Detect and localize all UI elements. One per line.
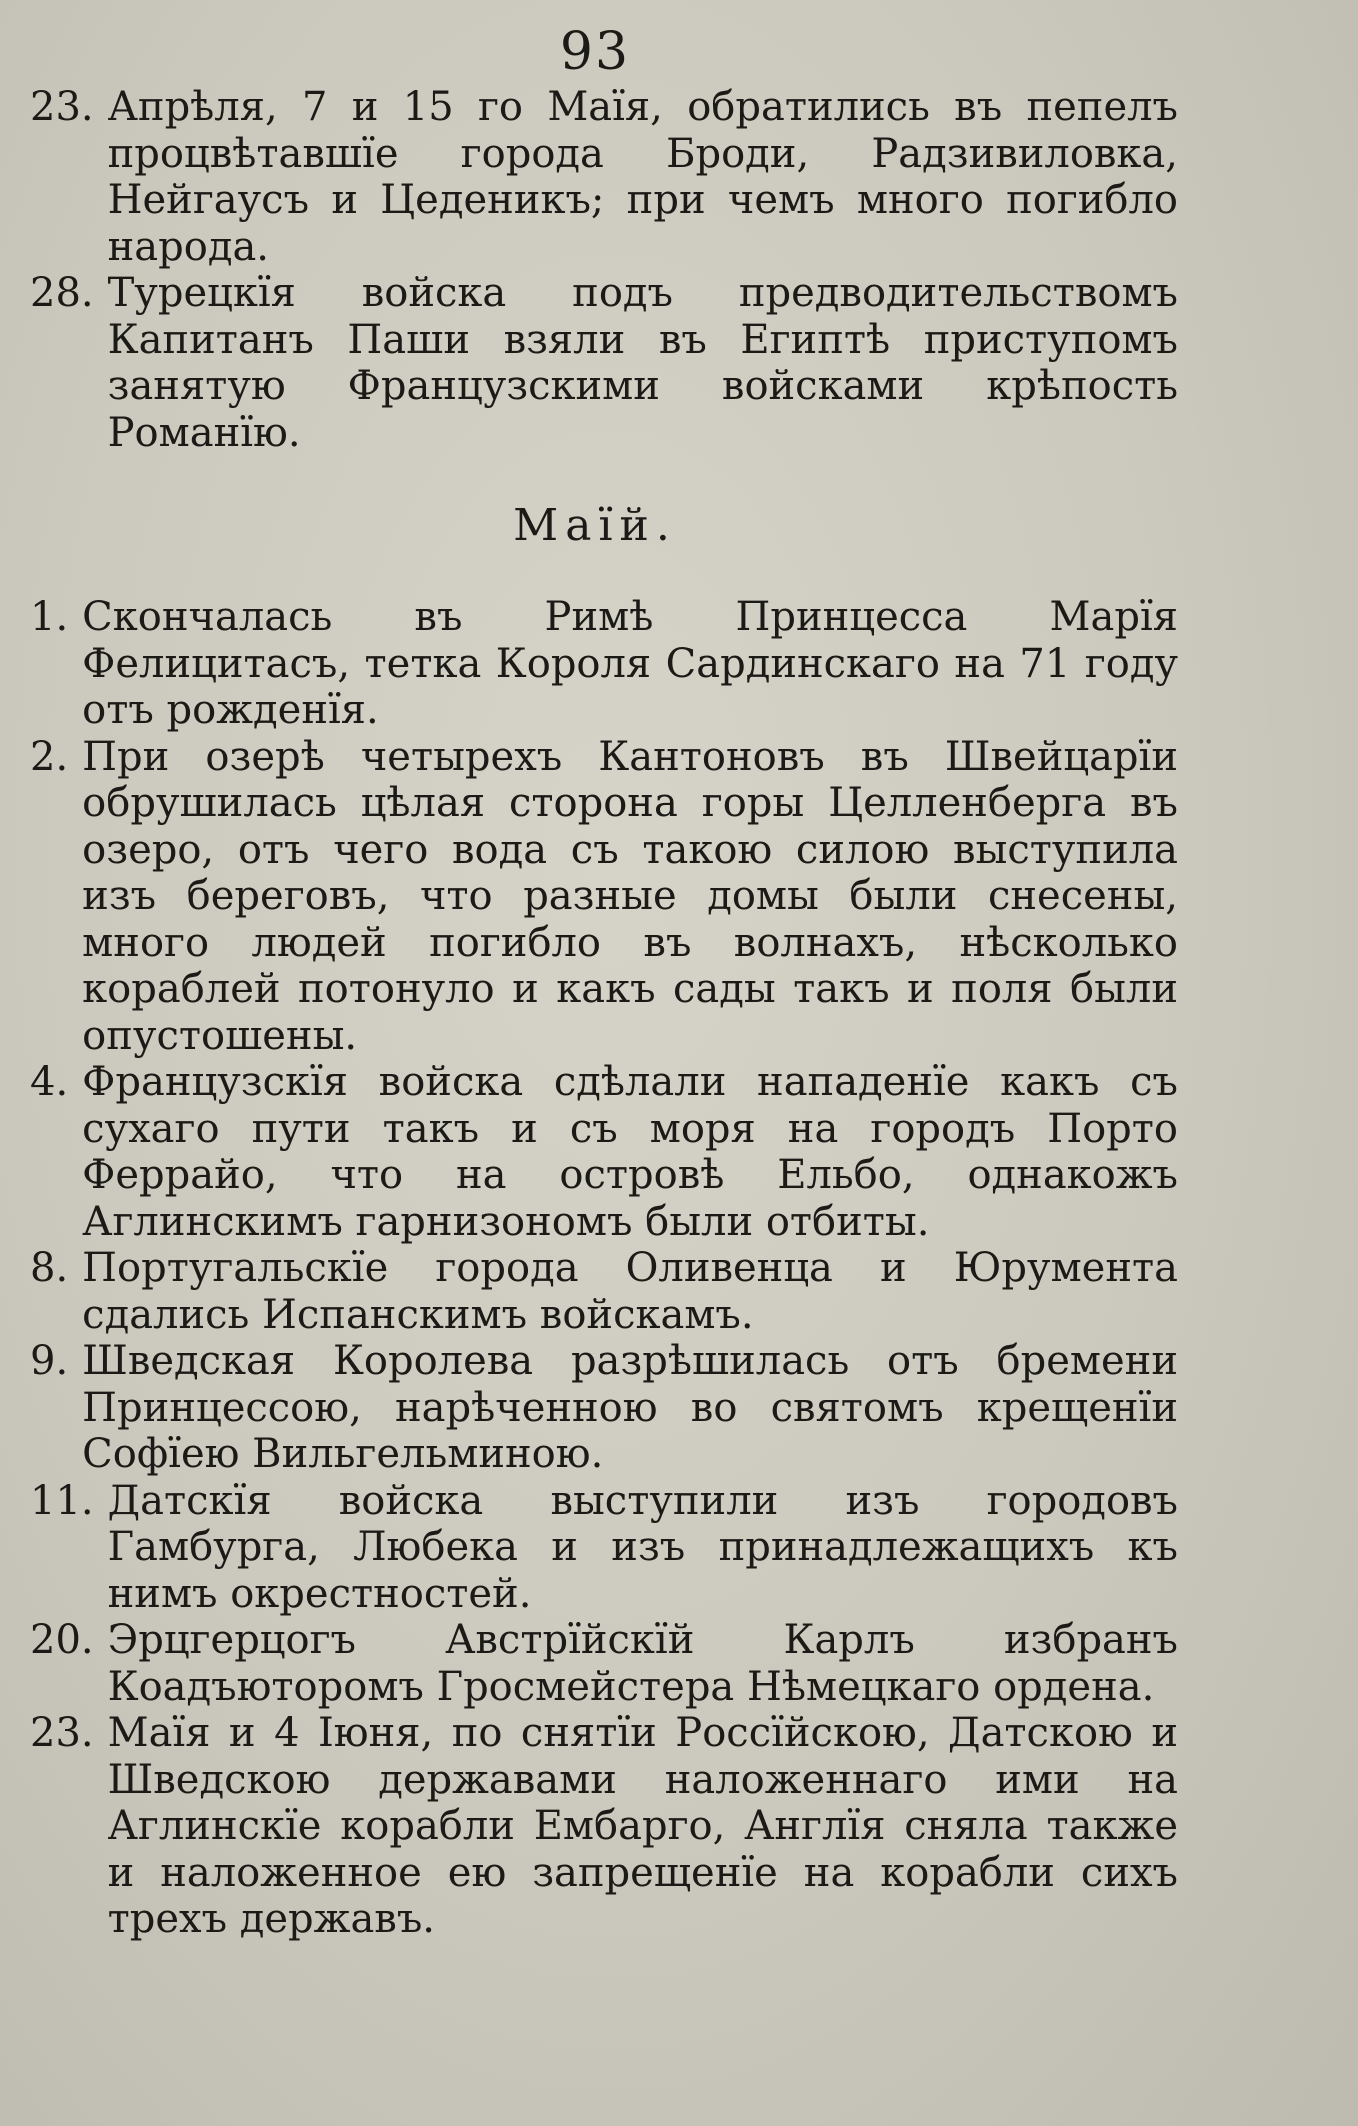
entry-text: Эрцгерцогъ Австрїйскїй Карлъ избранъ Коадъюторомъ Гросмейстера Нѣмецкаго ордена.: [107, 1617, 1178, 1710]
entry-text: Датскїя войска выступили изъ городовъ Гамбурга, Любека и изъ принадлежащихъ къ нимъ окрестностей.: [107, 1477, 1178, 1617]
entry-date: 23.: [30, 84, 94, 130]
entry-date: 11.: [30, 1477, 94, 1524]
entry-text: Апрѣля, 7 и 15 го Маїя, обратились въ пепелъ процвѣтавшїе города Броди, Радзивиловка, Нейгаусъ и Цеденикъ; при чемъ много погибло народа.: [107, 84, 1178, 270]
chronicle-entry: [30, 1617, 1178, 1710]
chronicle-entry: [30, 734, 1178, 1060]
entry-date: 9.: [30, 1338, 69, 1384]
section-heading-may: Маїй.: [513, 500, 677, 551]
chronicle-entry: [30, 270, 1178, 456]
entry-text: Французскїя войска сдѣлали нападенїе какъ съ сухаго пути такъ и съ моря на городъ Порто Феррайо, что на островѣ Ельбо, однакожъ Аглинскимъ гарнизономъ были отбиты.: [82, 1059, 1178, 1245]
chronicle-entry: [30, 594, 1178, 734]
chronicle-entry: [30, 1245, 1178, 1338]
entry-text: Маїя и 4 Iюня, по снятїи Россїйскою, Датскою и Шведскою державами наложеннаго ими на Аглинскїе корабли Ембарго, Англїя сняла также и наложенное ею запрещенїе на корабли сихъ трехъ державъ.: [107, 1710, 1178, 1942]
chronicle-entry: [30, 1059, 1178, 1245]
may-entries: [30, 594, 1178, 1943]
entry-date: 20.: [30, 1617, 94, 1663]
entry-text: Скончалась въ Римѣ Принцесса Марїя Фелицитасъ, тетка Короля Сардинскаго на 71 году отъ рожденїя.: [82, 594, 1178, 733]
entry-date: 23.: [30, 1710, 94, 1756]
entry-date: 8.: [30, 1245, 69, 1291]
entry-text: Шведская Королева разрѣшилась отъ бремени Принцессою, нарѣченною во святомъ крещенїи Софїею Вильгельминою.: [82, 1338, 1178, 1477]
entry-date: 1.: [30, 594, 69, 640]
entry-date: 4.: [30, 1059, 69, 1105]
entry-date: 2.: [30, 733, 69, 780]
entry-text: Турецкїя войска подъ предводительствомъ Капитанъ Паши взяли въ Египтѣ приступомъ занятую Французскими войсками крѣпость Романїю.: [107, 270, 1178, 456]
april-entries: [30, 84, 1178, 456]
entry-text: Португальскїе города Оливенца и Юрумента сдались Испанскимъ войскамъ.: [82, 1245, 1178, 1338]
chronicle-entry: [30, 1478, 1178, 1618]
page-number: 93: [559, 22, 631, 82]
chronicle-entry: [30, 1710, 1178, 1943]
entry-text: При озерѣ четырехъ Кантоновъ въ Швейцарїи обрушилась цѣлая сторона горы Целленберга въ озеро, отъ чего вода съ такою силою выступила изъ береговъ, что разные домы были снесены, много людей погибло въ волнахъ, нѣсколько кораблей потонуло и какъ сады такъ и поля были опустошены.: [82, 733, 1178, 1059]
chronicle-entry: [30, 84, 1178, 270]
entry-date: 28.: [30, 270, 94, 316]
chronicle-entry: [30, 1338, 1178, 1478]
